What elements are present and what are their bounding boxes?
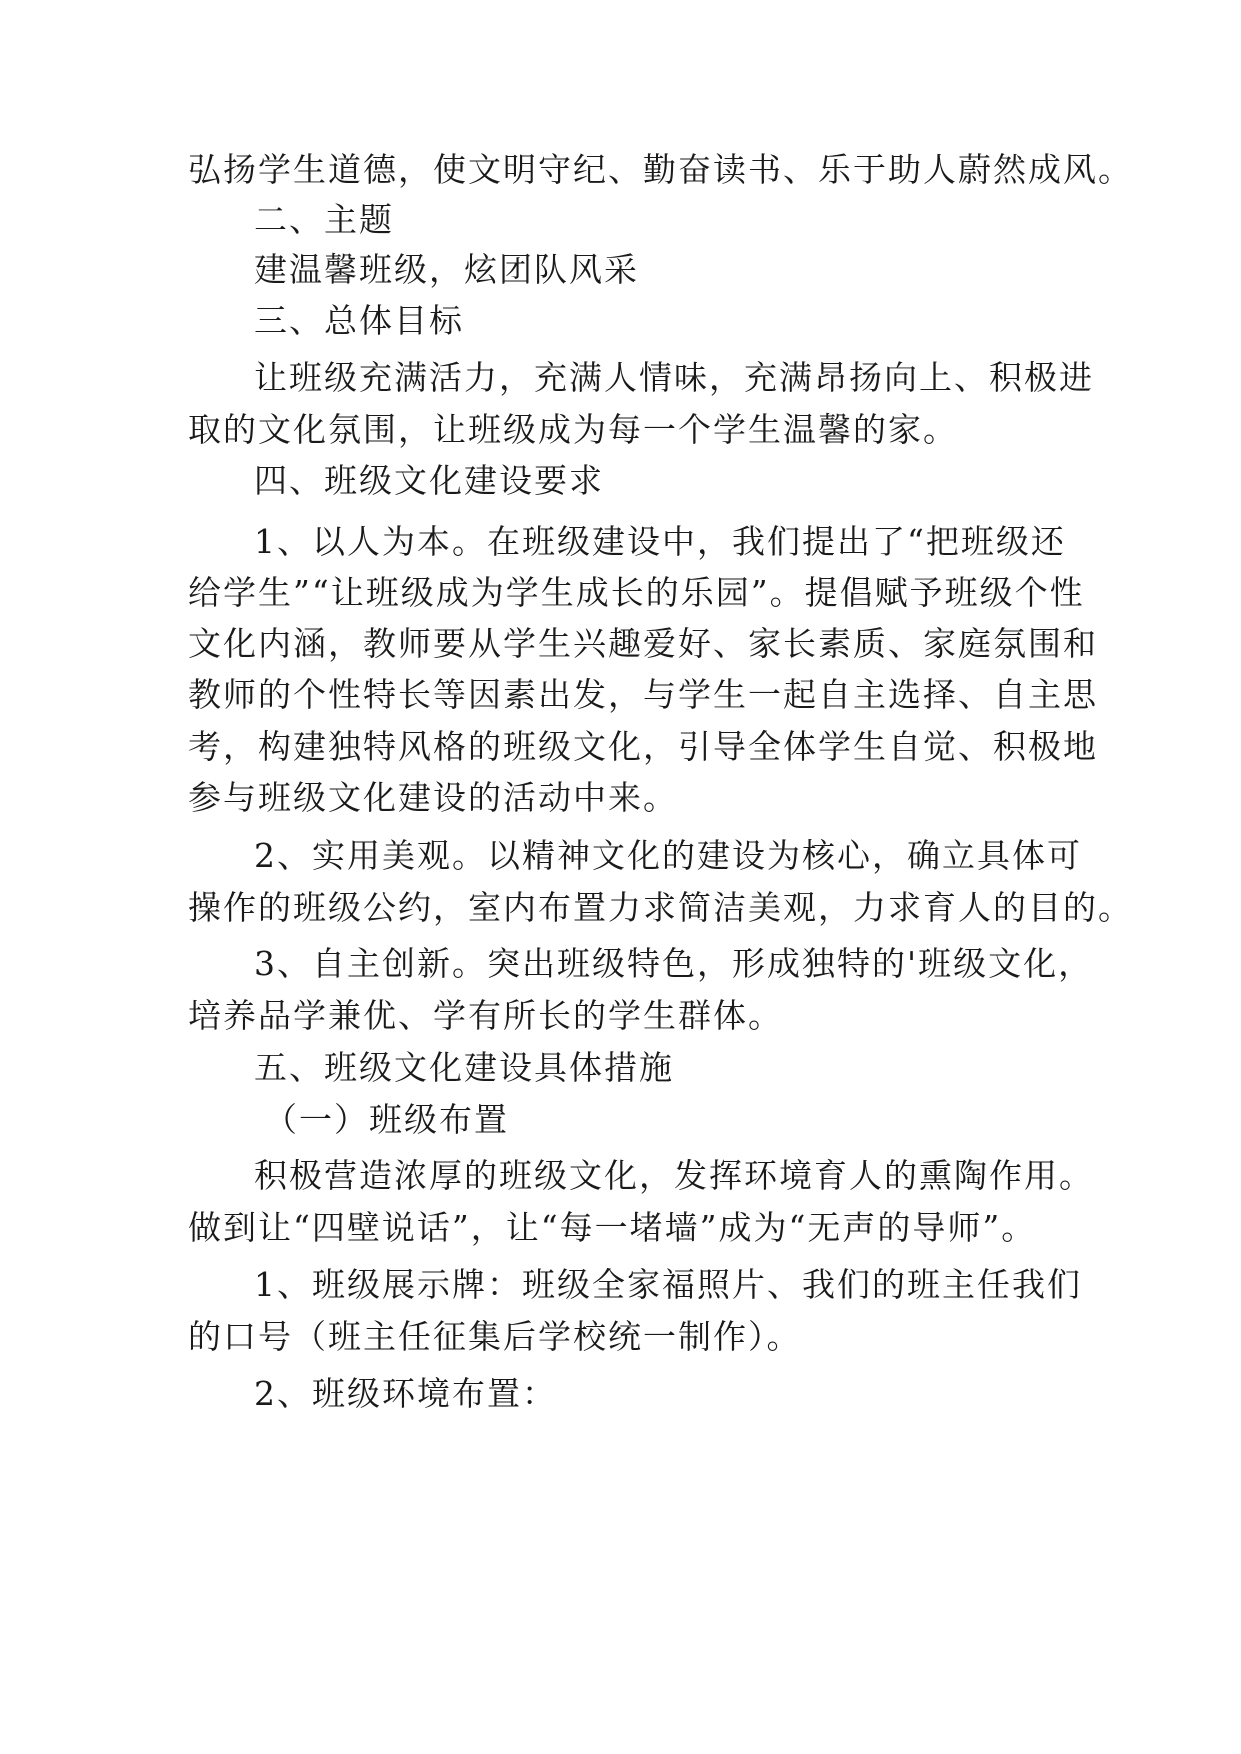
paragraph-line: 教师的个性特长等因素出发，与学生一起自主选择、自主思 bbox=[188, 675, 1098, 714]
paragraph-line: 建温馨班级，炫团队风采 bbox=[254, 250, 639, 289]
paragraph-line: 操作的班级公约，室内布置力求简洁美观，力求育人的目的。 bbox=[188, 888, 1133, 927]
section-heading: 二、主题 bbox=[254, 200, 394, 239]
section-heading: 四、班级文化建设要求 bbox=[254, 461, 604, 500]
paragraph-line: 培养品学兼优、学有所长的学生群体。 bbox=[188, 996, 783, 1035]
section-heading: 三、总体目标 bbox=[254, 301, 464, 340]
paragraph-line: 弘扬学生道德，使文明守纪、勤奋读书、乐于助人蔚然成风。 bbox=[188, 150, 1133, 189]
paragraph-line: 1、班级展示牌：班级全家福照片、我们的班主任我们 bbox=[254, 1265, 1082, 1304]
paragraph-line: 文化内涵，教师要从学生兴趣爱好、家长素质、家庭氛围和 bbox=[188, 624, 1098, 663]
paragraph-line: 考，构建独特风格的班级文化，引导全体学生自觉、积极地 bbox=[188, 727, 1098, 766]
paragraph-line: 3、自主创新。突出班级特色，形成独特的'班级文化， bbox=[254, 944, 1094, 983]
paragraph-line: 给学生”“让班级成为学生成长的乐园”。提倡赋予班级个性 bbox=[188, 573, 1085, 612]
paragraph-line: 做到让“四壁说话”，让“每一堵墙”成为“无声的导师”。 bbox=[188, 1208, 1037, 1247]
paragraph-line: 1、以人为本。在班级建设中，我们提出了“把班级还 bbox=[254, 522, 1066, 561]
paragraph-line: 积极营造浓厚的班级文化，发挥环境育人的熏陶作用。 bbox=[254, 1156, 1094, 1195]
paragraph-line: 2、实用美观。以精神文化的建设为核心，确立具体可 bbox=[254, 836, 1082, 875]
subsection-heading: （一）班级布置 bbox=[264, 1100, 509, 1139]
paragraph-line: 取的文化氛围，让班级成为每一个学生温馨的家。 bbox=[188, 410, 958, 449]
paragraph-line: 的口号（班主任征集后学校统一制作）。 bbox=[188, 1317, 802, 1356]
paragraph-line: 2、班级环境布置： bbox=[254, 1374, 557, 1413]
section-heading: 五、班级文化建设具体措施 bbox=[254, 1048, 674, 1087]
paragraph-line: 让班级充满活力，充满人情味，充满昂扬向上、积极进 bbox=[254, 358, 1094, 397]
paragraph-line: 参与班级文化建设的活动中来。 bbox=[188, 778, 678, 817]
